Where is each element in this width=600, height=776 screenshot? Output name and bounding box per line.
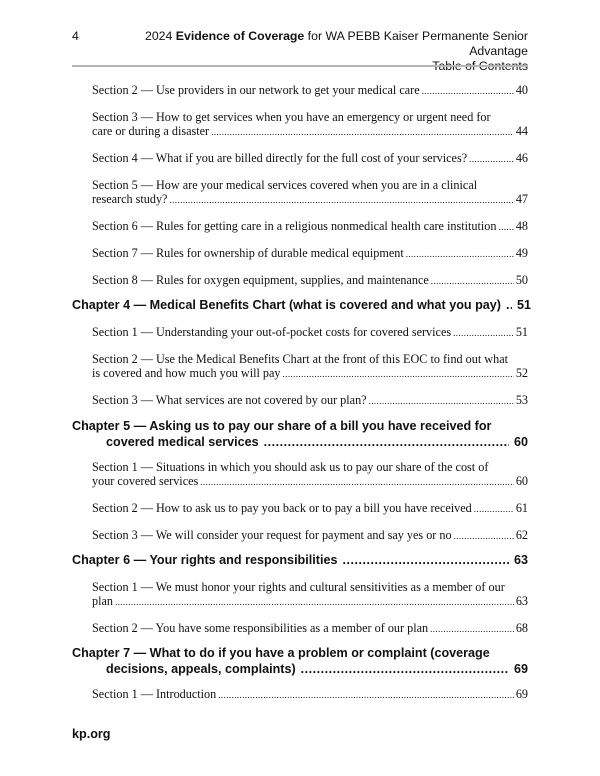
toc-entry[interactable] <box>92 246 528 261</box>
toc-page-number: 51 <box>516 298 531 312</box>
toc-page-number: 68 <box>515 621 528 635</box>
toc-entry[interactable] <box>92 151 528 166</box>
toc-leader <box>211 124 514 139</box>
toc-page-number: 50 <box>515 273 528 287</box>
toc-entry[interactable] <box>92 460 528 489</box>
toc-entry-title: Section 1 — Introduction <box>92 687 217 701</box>
toc-page-number: 69 <box>513 662 528 676</box>
toc-chapter-title: Chapter 6 — Your rights and responsibilities <box>72 553 338 567</box>
toc-entry[interactable] <box>92 352 528 381</box>
toc-entry[interactable] <box>92 687 528 702</box>
toc-leader <box>264 434 509 450</box>
toc-leader <box>406 246 514 261</box>
toc-page-number: 53 <box>515 393 528 407</box>
toc-leader <box>422 83 514 98</box>
toc-leader <box>454 528 514 543</box>
toc-page-number: 63 <box>513 553 528 567</box>
toc-leader <box>498 219 513 234</box>
toc-entry-title: Section 2 — How to ask us to pay you back or to pay a bill you have received <box>92 501 472 515</box>
toc-page-number: 40 <box>515 83 528 97</box>
toc-entry[interactable] <box>92 219 528 234</box>
toc-page-number: 60 <box>513 435 528 449</box>
toc-chapter-title: Chapter 4 — Medical Benefits Chart (what is covered and what you pay) <box>72 298 501 312</box>
toc-chapter[interactable] <box>72 645 528 677</box>
toc-entry-title-cont: your covered services <box>92 474 199 488</box>
toc-entry[interactable] <box>92 393 528 408</box>
toc-entry-title: Section 1 — We must honor your rights and cultural sensitivities as a member of our <box>92 580 505 594</box>
toc-chapter[interactable] <box>72 418 528 450</box>
toc-chapter-title: Chapter 5 — Asking us to pay our share of a bill you have received for <box>72 419 492 433</box>
toc-page-number: 48 <box>515 219 528 233</box>
toc-entry[interactable] <box>92 528 528 543</box>
toc-entry-title-cont: plan <box>92 594 113 608</box>
toc-leader <box>474 501 514 516</box>
toc-entry-title: Section 6 — Rules for getting care in a religious nonmedical health care institution <box>92 219 497 233</box>
toc-chapter-title-cont: covered medical services <box>106 435 259 449</box>
toc-leader <box>431 273 514 288</box>
toc-entry[interactable] <box>92 178 528 207</box>
toc-entry-title: Section 2 — You have some responsibilities as a member of our plan <box>92 621 429 635</box>
toc-entry-title-cont: research study? <box>92 192 168 206</box>
toc-page-number: 51 <box>515 325 528 339</box>
toc-page-number: 62 <box>515 528 528 542</box>
toc-chapter[interactable] <box>72 552 528 568</box>
toc-leader <box>200 474 514 489</box>
toc-page-number: 49 <box>515 246 528 260</box>
toc-entry-title: Section 8 — Rules for oxygen equipment, supplies, and maintenance <box>92 273 429 287</box>
toc-entry-title: Section 5 — How are your medical services covered when you are in a clinical <box>92 178 478 192</box>
toc-leader <box>453 325 514 340</box>
toc-leader <box>283 366 514 381</box>
toc-entry-title-cont: is covered and how much you will pay <box>92 366 281 380</box>
toc-page-number: 47 <box>515 192 528 206</box>
toc-leader <box>469 151 514 166</box>
toc-entry-title-cont: care or during a disaster <box>92 124 210 138</box>
header-title-suffix: for WA PEBB Kaiser Permanente Senior Advantage <box>304 29 528 58</box>
toc-entry[interactable] <box>92 580 528 609</box>
toc-entry[interactable] <box>92 325 528 340</box>
toc-entry-title: Section 3 — We will consider your request for payment and say yes or no <box>92 528 452 542</box>
header-title-prefix: 2024 <box>145 29 176 43</box>
toc-leader <box>430 621 514 636</box>
toc-page-number: 63 <box>515 594 528 608</box>
toc-page-number: 44 <box>515 124 528 138</box>
toc-leader <box>369 393 514 408</box>
header-title-bold: Evidence of Coverage <box>175 29 305 43</box>
toc-page-number: 61 <box>515 501 528 515</box>
toc-page-number: 69 <box>515 687 528 701</box>
toc-leader <box>506 297 512 313</box>
toc-leader <box>301 661 509 677</box>
toc-entry[interactable] <box>92 83 528 98</box>
toc-entry[interactable] <box>92 273 528 288</box>
toc-page-number: 46 <box>515 151 528 165</box>
toc-chapter-title: Chapter 7 — What to do if you have a problem or complaint (coverage <box>72 646 490 660</box>
toc-chapter-title-cont: decisions, appeals, complaints) <box>106 662 296 676</box>
page-number: 4 <box>72 29 79 43</box>
toc-leader <box>115 594 514 609</box>
toc-page-number: 52 <box>515 366 528 380</box>
toc-entry-title: Section 2 — Use the Medical Benefits Chart at the front of this EOC to find out what <box>92 352 508 366</box>
footer-site-link[interactable]: kp.org <box>72 727 111 741</box>
toc-entry[interactable] <box>92 621 528 636</box>
toc-entry-title: Section 3 — How to get services when you have an emergency or urgent need for <box>92 110 491 124</box>
toc-entry-title: Section 1 — Situations in which you should ask us to pay our share of the cost of <box>92 460 489 474</box>
toc-leader <box>169 192 513 207</box>
toc-entry[interactable] <box>92 501 528 516</box>
toc-leader <box>342 552 509 568</box>
toc-page-number: 60 <box>515 474 528 488</box>
toc-entry-title: Section 7 — Rules for ownership of durable medical equipment <box>92 246 404 260</box>
toc-entry[interactable] <box>92 110 528 139</box>
toc-entry-title: Section 2 — Use providers in our network to get your medical care <box>92 83 420 97</box>
toc-leader <box>218 687 514 702</box>
toc-entry-title: Section 3 — What services are not covered by our plan? <box>92 393 367 407</box>
toc-chapter[interactable] <box>72 297 531 313</box>
toc-entry-title: Section 1 — Understanding your out-of-pocket costs for covered services <box>92 325 452 339</box>
toc-entry-title: Section 4 — What if you are billed directly for the full cost of your services? <box>92 151 468 165</box>
